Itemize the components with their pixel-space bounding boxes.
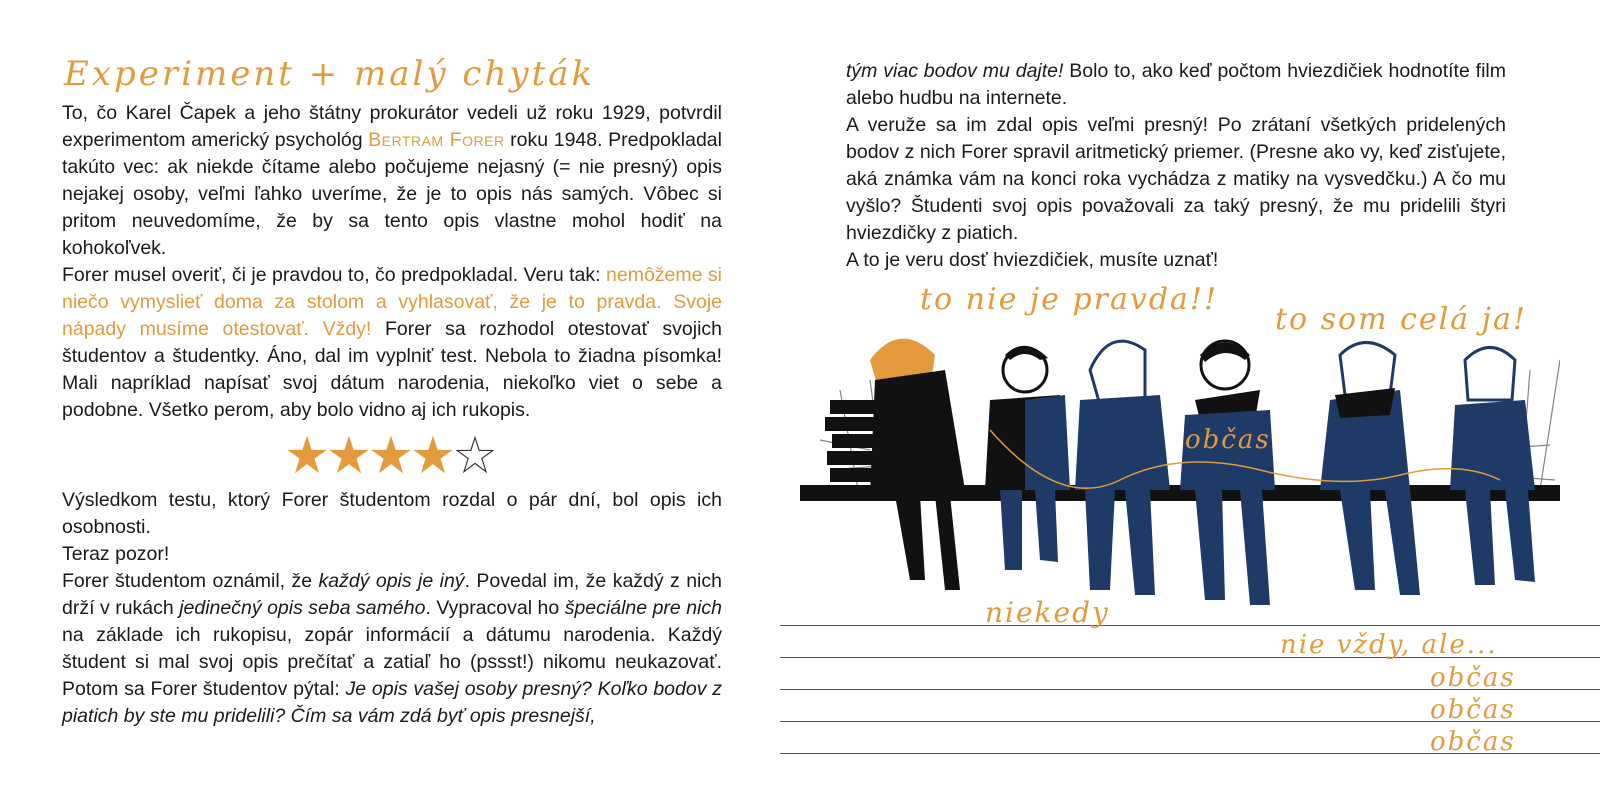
left-body-bottom	[62, 487, 722, 730]
paragraph-intro-text: To, čo Karel Čapek a jeho štátny prokurátor vedeli už roku 1929, potvrdil experimentom americký psychológ	[62, 102, 722, 151]
annotation-sometimes-5: občas	[1430, 727, 1516, 757]
star-filled-icon	[414, 436, 452, 474]
left-body-top	[62, 100, 722, 424]
student-4	[1180, 341, 1275, 605]
paragraph-test-before: Forer musel overiť, či je pravdou to, čo predpokladal. Veru tak:	[62, 264, 607, 286]
paragraph-forer-told	[62, 568, 722, 730]
paragraph-test	[62, 262, 722, 424]
section-heading: Experiment + malý chyták	[64, 54, 596, 94]
text-run: Bolo to, ako keď počtom hviezdičiek hodnotíte film alebo hudbu na internete.	[846, 60, 1506, 109]
star-filled-icon	[372, 436, 410, 474]
paragraph-test-after: Forer sa rozhodol otestovať svojich študentov a študentky. Áno, dal im vyplniť test. Nebola to žiadna písomka! Mali napríklad napísať svoj dátum narodenia, niekoľko viet o sebe a podobne. Všetko perom, aby bolo vidno aj ich rukopis.	[62, 318, 722, 421]
paragraph-attention: Teraz pozor!	[62, 543, 170, 565]
star-empty-icon	[456, 436, 494, 474]
paragraph-result: Výsledkom testu, ktorý Forer študentom rozdal o pár dní, bol opis ich osobnosti.	[62, 489, 722, 538]
student-1	[870, 339, 965, 590]
ruled-line	[780, 625, 1600, 626]
annotation-not-always: nie vždy, ale...	[1280, 630, 1498, 660]
name-bertram-forer: Bertram Forer	[368, 129, 505, 151]
star-rating	[288, 436, 494, 474]
right-page	[780, 0, 1600, 800]
italic-run: jedinečný opis seba samého	[179, 597, 426, 619]
annotation-thats-me: to som celá ja!	[1275, 302, 1527, 337]
italic-run: Je opis vašej osoby presný? Koľko bodov z piatich by ste mu pridelili? Čím sa vám zdá byť opis presnejší,	[62, 678, 722, 727]
paragraph-intro	[62, 100, 722, 262]
student-2	[985, 346, 1070, 570]
text-run: . Povedal im, že každý z nich drží v rukách	[62, 570, 722, 619]
paragraph-conclusion: A to je veru dosť hviezdičiek, musíte uznať!	[846, 249, 1219, 271]
paragraph-more-points	[846, 58, 1506, 112]
annotation-sometimes-1: občas	[1185, 425, 1271, 455]
student-6	[1450, 348, 1535, 586]
right-body	[846, 58, 1506, 274]
paragraph-intro-after: roku 1948. Predpokladal takúto vec: ak niekde čítame alebo počujeme nejasný (= nie presný) opis nejakej osoby, veľmi ľahko uveríme, že je to opis nás samých. Vôbec si pritom neuvedomíme, že by sa tento opis vlastne mohol hodiť na kohokoľvek.	[62, 129, 722, 259]
highlight-text: nemôžeme si niečo vymyslieť doma za stolom a vyhlasovať, že je to pravda. Svoje nápady musíme otestovať. Vždy!	[62, 264, 722, 340]
italic-run: tým viac bodov mu dajte!	[846, 60, 1064, 82]
annotation-sometimes-3: občas	[1430, 663, 1516, 693]
star-filled-icon	[330, 436, 368, 474]
italic-run: každý opis je iný	[318, 570, 465, 592]
italic-run: špeciálne pre nich	[564, 597, 722, 619]
paragraph-average: A veruže sa im zdal opis veľmi presný! Po zrátaní všetkých pridelených bodov z nich Forer spravil aritmetický priemer. (Presne ako vy, keď zisťujete, aká známka vám na konci roka vychádza z matiky na vysvedčku.) A čo mu vyšlo? Študenti svoj opis považovali za taký presný, že mu pridelili štyri hviezdičky z piatich.	[846, 114, 1506, 244]
student-3	[1075, 341, 1170, 595]
students-on-bench-illustration	[800, 300, 1560, 630]
annotation-sometimes-2: niekedy	[985, 596, 1110, 629]
student-5	[1320, 343, 1420, 596]
text-run: na základe ich rukopisu, zopár informácií a dátumu narodenia. Každý študent si mal svoj opis prečítať a zatiaľ ho (pssst!) nikomu neukazovať. Potom sa Forer študentov pýtal:	[62, 624, 722, 700]
annotation-not-true: to nie je pravda!!	[920, 282, 1219, 317]
annotation-sometimes-4: občas	[1430, 695, 1516, 725]
text-run: Forer študentom oznámil, že	[62, 570, 319, 592]
star-filled-icon	[288, 436, 326, 474]
text-run: . Vypracoval ho	[425, 597, 565, 619]
left-page	[0, 0, 780, 800]
